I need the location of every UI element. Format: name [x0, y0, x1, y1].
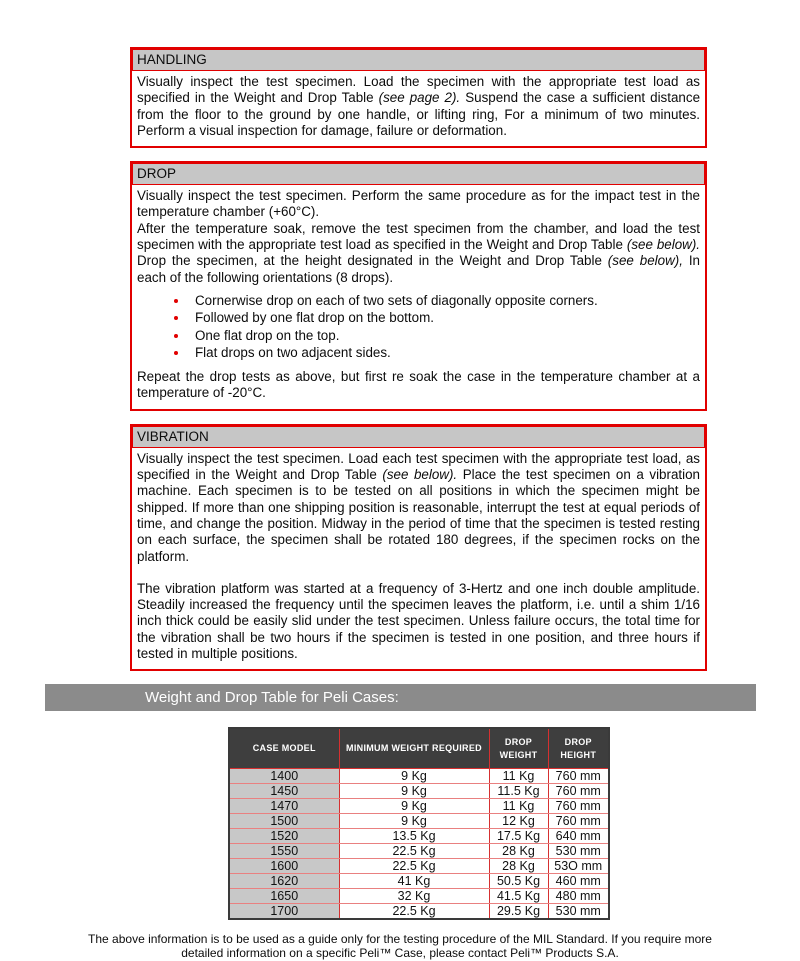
table-cell: 13.5 Kg	[339, 828, 489, 843]
case-model-cell: 1400	[229, 768, 339, 783]
table-cell: 760 mm	[548, 798, 609, 813]
table-cell: 32 Kg	[339, 888, 489, 903]
table-row	[229, 813, 609, 828]
table-cell: 11 Kg	[489, 768, 548, 783]
text: In each of the following orientations (8 drops).	[137, 253, 700, 285]
section-title: VIBRATION	[132, 426, 705, 448]
table-cell: 9 Kg	[339, 813, 489, 828]
text: The vibration platform was started at a frequency of 3-Hertz and one inch double amplitude. Steadily increased the frequency until the specimen leaves the platform, i.e. until a shim 1/16 inch thick could be easily slid under the test specimen. Unless failure occurs, the total time for the vibration shall be two hours if the specimen is tested in one position, and three hours if tested in multiple positions.	[137, 580, 700, 662]
table-cell: 28 Kg	[489, 858, 548, 873]
table-body	[229, 768, 609, 919]
column-header	[229, 728, 339, 768]
column-header-line: DROP	[564, 736, 592, 747]
table-cell: 22.5 Kg	[339, 903, 489, 919]
table-row	[229, 828, 609, 843]
section-title: DROP	[132, 163, 705, 185]
table-banner-title: Weight and Drop Table for Peli Cases:	[145, 689, 399, 707]
table-cell: 41 Kg	[339, 873, 489, 888]
table-cell: 11 Kg	[489, 798, 548, 813]
section-title: HANDLING	[132, 49, 705, 71]
section-drop	[130, 161, 707, 411]
weight-drop-table-wrap	[228, 727, 800, 920]
table-row	[229, 873, 609, 888]
italic-text: (see below).	[382, 467, 458, 483]
footer-line: The above information is to be used as a guide only for the testing procedure of the MIL Standard. If you require more	[88, 931, 712, 946]
table-cell: 41.5 Kg	[489, 888, 548, 903]
italic-text: (see page 2).	[378, 90, 461, 106]
column-header-line: CASE MODEL	[252, 743, 316, 754]
case-model-cell: 1620	[229, 873, 339, 888]
column-header-line: WEIGHT	[499, 749, 538, 760]
text: Visually inspect the test specimen. Load each test specimen with the appropriate test load, as specified in the Weight and Drop Table	[137, 450, 700, 483]
table-cell: 53O mm	[548, 858, 609, 873]
text: Repeat the drop tests as above, but first re soak the case in the temperature chamber at a temperature of -20°C.	[137, 369, 700, 401]
paragraph	[137, 451, 700, 565]
table-cell: 9 Kg	[339, 783, 489, 798]
section-handling	[130, 47, 707, 148]
section-body	[132, 71, 705, 146]
case-model-cell: 1650	[229, 888, 339, 903]
header-row	[229, 728, 609, 768]
table-cell: 22.5 Kg	[339, 858, 489, 873]
text: Drop the specimen, at the height designated in the Weight and Drop Table	[137, 253, 608, 269]
paragraph	[137, 369, 700, 402]
table-cell: 530 mm	[548, 843, 609, 858]
table-cell: 530 mm	[548, 903, 609, 919]
table-cell: 28 Kg	[489, 843, 548, 858]
case-model-cell: 1520	[229, 828, 339, 843]
bullet-item: • Flat drops on two adjacent sides.	[189, 345, 700, 361]
table-cell: 29.5 Kg	[489, 903, 548, 919]
table-cell: 9 Kg	[339, 798, 489, 813]
section-vibration	[130, 424, 707, 672]
test-procedure-sections	[130, 0, 707, 671]
bullet-item: • Followed by one flat drop on the bottom.	[189, 310, 700, 326]
section-body	[132, 185, 705, 409]
table-row	[229, 768, 609, 783]
table-cell: 460 mm	[548, 873, 609, 888]
column-header	[548, 728, 609, 768]
italic-text: (see below).	[626, 237, 700, 253]
text: Visually inspect the test specimen. Load the specimen with the appropriate test load as specified in the Weight and Drop Table	[137, 74, 700, 106]
table-cell: 50.5 Kg	[489, 873, 548, 888]
case-model-cell: 1700	[229, 903, 339, 919]
text: Visually inspect the test specimen. Perform the same procedure as for the impact test in the temperature chamber (+60°C).	[137, 188, 700, 220]
footer-note	[0, 932, 800, 961]
table-row	[229, 903, 609, 919]
table-row	[229, 843, 609, 858]
table-row	[229, 858, 609, 873]
table-row	[229, 783, 609, 798]
section-body	[132, 448, 705, 670]
case-model-cell: 1550	[229, 843, 339, 858]
table-head	[229, 728, 609, 768]
text: Place the test specimen on a vibration machine. Each specimen is to be tested on all positions in which the specimen might be shipped. If more than one shipping position is reasonable, interrupt the test at equal periods of time, and change the position. Midway in the period of time that the specimen is tested resting on each surface, the specimen shall be rotated 180 degrees, if the specimen rocks on the platform.	[137, 467, 700, 564]
footer-line: detailed information on a specific Peli™ Case, please contact Peli™ Products S.A.	[181, 946, 619, 961]
case-model-cell: 1450	[229, 783, 339, 798]
italic-text: (see below),	[607, 253, 683, 269]
column-header-line: MINIMUM WEIGHT REQUIRED	[346, 743, 482, 754]
paragraph	[137, 581, 700, 662]
case-model-cell: 1600	[229, 858, 339, 873]
column-header-line: HEIGHT	[560, 749, 597, 760]
table-cell: 760 mm	[548, 783, 609, 798]
case-model-cell: 1470	[229, 798, 339, 813]
table-cell: 640 mm	[548, 828, 609, 843]
bullet-item: • One flat drop on the top.	[189, 328, 700, 344]
table-cell: 760 mm	[548, 768, 609, 783]
table-cell: 480 mm	[548, 888, 609, 903]
paragraph	[137, 74, 700, 139]
table-cell: 9 Kg	[339, 768, 489, 783]
table-banner	[45, 684, 756, 711]
case-model-cell: 1500	[229, 813, 339, 828]
table-cell: 17.5 Kg	[489, 828, 548, 843]
column-header	[339, 728, 489, 768]
table-row	[229, 888, 609, 903]
column-header-line: DROP	[504, 736, 533, 747]
text: After the temperature soak, remove the test specimen from the chamber, and load the test specimen with the appropriate test load as specified in the Weight and Drop Table	[137, 220, 700, 253]
table-cell: 760 mm	[548, 813, 609, 828]
column-header	[489, 728, 548, 768]
table-cell: 12 Kg	[489, 813, 548, 828]
table-cell: 11.5 Kg	[489, 783, 548, 798]
text: Suspend the case a sufficient distance from the floor to the ground by one handle, or lifting ring, For a minimum of two minutes. Perform a visual inspection for damage, failure or deformation.	[137, 90, 701, 138]
table-cell: 22.5 Kg	[339, 843, 489, 858]
paragraph	[137, 221, 700, 286]
bullet-list	[137, 293, 700, 361]
paragraph	[137, 188, 700, 221]
bullet-item: • Cornerwise drop on each of two sets of diagonally opposite corners.	[189, 293, 700, 309]
weight-drop-table	[228, 727, 610, 920]
table-row	[229, 798, 609, 813]
